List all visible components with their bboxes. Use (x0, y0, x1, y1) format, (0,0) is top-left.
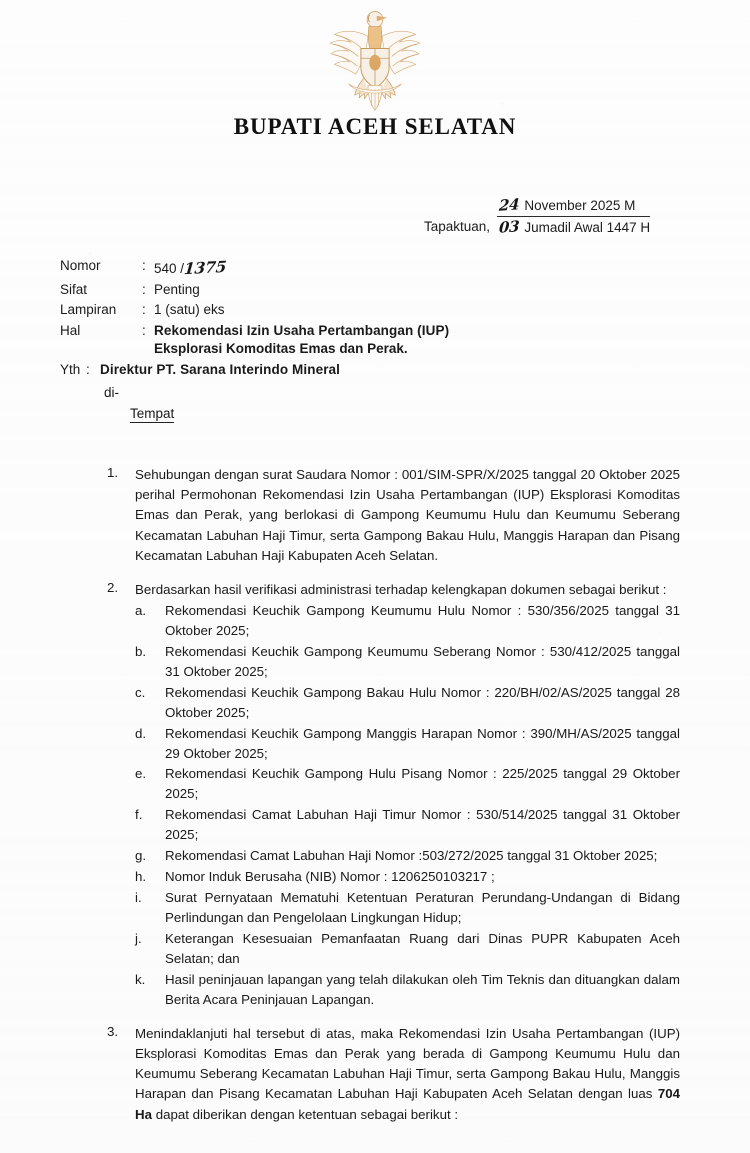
body-item-2-subitem-marker: d. (135, 725, 147, 741)
body-item-2 (107, 580, 680, 1010)
body-item-2-subitem (135, 888, 680, 928)
sifat-value: Penting (154, 281, 200, 297)
meta-row-lampiran (60, 300, 449, 321)
letter-meta-block (60, 256, 449, 356)
body-item-3-text-after: dapat diberikan dengan ketentuan sebagai berikut : (152, 1106, 459, 1122)
body-item-2-subitem-marker: j. (135, 930, 142, 946)
nomor-colon: : (142, 258, 146, 273)
gregorian-date-line (497, 196, 650, 217)
body-item-2-body (135, 580, 680, 1010)
body-item-2-marker: 2. (107, 580, 119, 596)
body-item-2-subitem (135, 970, 680, 1010)
meta-row-hal (60, 321, 449, 342)
lampiran-value: 1 (satu) eks (154, 302, 225, 318)
body-item-3-text (135, 1024, 680, 1125)
body-item-1-marker: 1. (107, 465, 119, 480)
hal-colon: : (142, 322, 146, 338)
meta-row-nomor (60, 256, 449, 280)
body-item-2-subitem-marker: e. (135, 766, 147, 782)
date-block (424, 196, 650, 237)
body-item-2-subitem-text: Rekomendasi Keuchik Gampong Keumumu Seberang Nomor : 530/412/2025 tanggal 31 Oktober 2025; (165, 643, 680, 679)
body-item-2-subitem-text: Hasil peninjauan lapangan yang telah dilakukan oleh Tim Teknis dan dituangkan dalam Berita Acara Peninjauan Lapangan. (165, 971, 680, 1007)
nomor-handwritten: 1375 (183, 256, 228, 279)
page-title: BUPATI ACEH SELATAN (233, 114, 517, 139)
body-item-2-subitem-text: Rekomendasi Keuchik Gampong Keumumu Hulu Nomor : 530/356/2025 tanggal 31 Oktober 2025; (165, 602, 680, 638)
body-item-2-sublist (135, 601, 680, 1010)
body-item-2-subitem (135, 642, 680, 682)
meta-row-sifat (60, 280, 449, 301)
body-item-2-subitem-text: Keterangan Kesesuaian Pemanfaatan Ruang dari Dinas PUPR Kabupaten Aceh Selatan; dan (165, 930, 680, 966)
hijri-date-line (497, 217, 650, 237)
body-item-2-subitem-marker: b. (135, 643, 147, 659)
body-item-3-area: 704 Ha (135, 1086, 680, 1122)
letter-body (107, 465, 680, 1139)
body-item-2-subitem (135, 724, 680, 764)
garuda-pancasila-emblem (322, 8, 428, 112)
body-item-2-subitem-marker: c. (135, 684, 146, 700)
addressee-di: di- (104, 385, 120, 400)
body-item-1 (107, 465, 680, 566)
addressee-block (60, 362, 340, 421)
body-item-2-subitem-text: Nomor Induk Berusaha (NIB) Nomor : 1206250103217 ; (165, 869, 495, 885)
hal-value-line2: Eksplorasi Komoditas Emas dan Perak. (154, 341, 408, 357)
body-item-2-subitem-text: Rekomendasi Keuchik Gampong Manggis Harapan Nomor : 390/MH/AS/2025 tanggal 29 Oktober 2025; (165, 725, 680, 761)
body-item-2-subitem (135, 846, 680, 866)
hijri-day-handwritten: 03 (498, 216, 520, 237)
body-item-3-text-before: Menindaklanjuti hal tersebut di atas, maka Rekomendasi Izin Usaha Pertambangan (IUP) Eksplorasi Komoditas Emas dan Perak yang berada di Gampong Keumumu Hulu dan Keumumu Seberang Kecamatan Labuhan Haji Timur, serta Gampong Bakau Hulu, Manggis Harapan dan Pisang Kecamatan Labuhan Haji Kabupaten Aceh Selatan dengan luas (135, 1025, 680, 1102)
date-city: Tapaktuan, (424, 218, 491, 234)
addressee-line (60, 362, 340, 377)
body-item-2-subitem-marker: f. (135, 807, 143, 823)
hal-label: Hal (60, 322, 81, 338)
emblem-container (0, 8, 750, 117)
hal-value-line1: Rekomendasi Izin Usaha Pertambangan (IUP) (154, 322, 450, 338)
addressee-label: Yth (60, 362, 81, 377)
body-item-2-subitem-text: Rekomendasi Camat Labuhan Haji Timur Nomor : 530/514/2025 tanggal 31 Oktober 2025; (165, 807, 680, 843)
sifat-colon: : (142, 281, 146, 297)
body-item-2-subitem-marker: h. (135, 869, 147, 885)
body-item-2-subitem (135, 601, 680, 641)
body-item-3 (107, 1024, 680, 1125)
body-item-2-subitem-marker: k. (135, 971, 146, 987)
body-item-1-text: Sehubungan dengan surat Saudara Nomor : 001/SIM-SPR/X/2025 tanggal 20 Oktober 2025 perihal Permohonan Rekomendasi Izin Usaha Pertambangan (IUP) Eksplorasi Komoditas Emas dan Perak, yang berlokasi di Gampong Keumumu Hulu dan Keumumu Seberang Kecamatan Labuhan Haji Timur, serta Gampong Bakau Hulu, Manggis Harapan dan Pisang Kecamatan Labuhan Haji Kabupaten Aceh Selatan. (135, 467, 680, 563)
nomor-label: Nomor (60, 258, 101, 273)
body-item-2-subitem-marker: a. (135, 602, 147, 618)
body-item-2-subitem-text: Rekomendasi Keuchik Gampong Hulu Pisang Nomor : 225/2025 tanggal 29 Oktober 2025; (165, 766, 680, 802)
body-item-2-subitem (135, 764, 680, 804)
body-item-2-subitem (135, 929, 680, 969)
body-item-2-subitem-text: Rekomendasi Camat Labuhan Haji Nomor :503/272/2025 tanggal 31 Oktober 2025; (165, 848, 658, 864)
body-item-2-intro: Berdasarkan hasil verifikasi administrasi terhadap kelengkapan dokumen sebagai berikut : (135, 582, 667, 598)
hijri-date-rest: Jumadil Awal 1447 H (524, 219, 651, 235)
body-item-2-subitem (135, 867, 680, 887)
addressee-colon: : (86, 362, 90, 377)
nomor-prefix: 540 / (154, 261, 185, 276)
lampiran-label: Lampiran (60, 302, 117, 318)
body-item-2-subitem (135, 805, 680, 845)
lampiran-colon: : (142, 302, 146, 318)
sifat-label: Sifat (60, 281, 88, 297)
body-item-2-subitem-marker: g. (135, 848, 147, 864)
gregorian-day-handwritten: 24 (498, 195, 520, 215)
nomor-value (154, 256, 226, 280)
body-item-2-subitem-text: Surat Pernyataan Mematuhi Ketentuan Peraturan Perundang-Undangan di Bidang Perlindungan dan Pengelolaan Lingkungan Hidup; (165, 890, 680, 926)
body-item-2-subitem-marker: i. (135, 890, 142, 906)
body-item-2-subitem-text: Rekomendasi Keuchik Gampong Bakau Hulu Nomor : 220/BH/02/AS/2025 tanggal 28 Oktober 2025; (165, 684, 680, 720)
body-item-3-marker: 3. (107, 1023, 119, 1039)
addressee-recipient: Direktur PT. Sarana Interindo Mineral (100, 362, 341, 377)
addressee-tempat: Tempat (130, 406, 175, 421)
gregorian-date-rest: November 2025 M (524, 197, 636, 213)
body-item-2-subitem (135, 683, 680, 723)
